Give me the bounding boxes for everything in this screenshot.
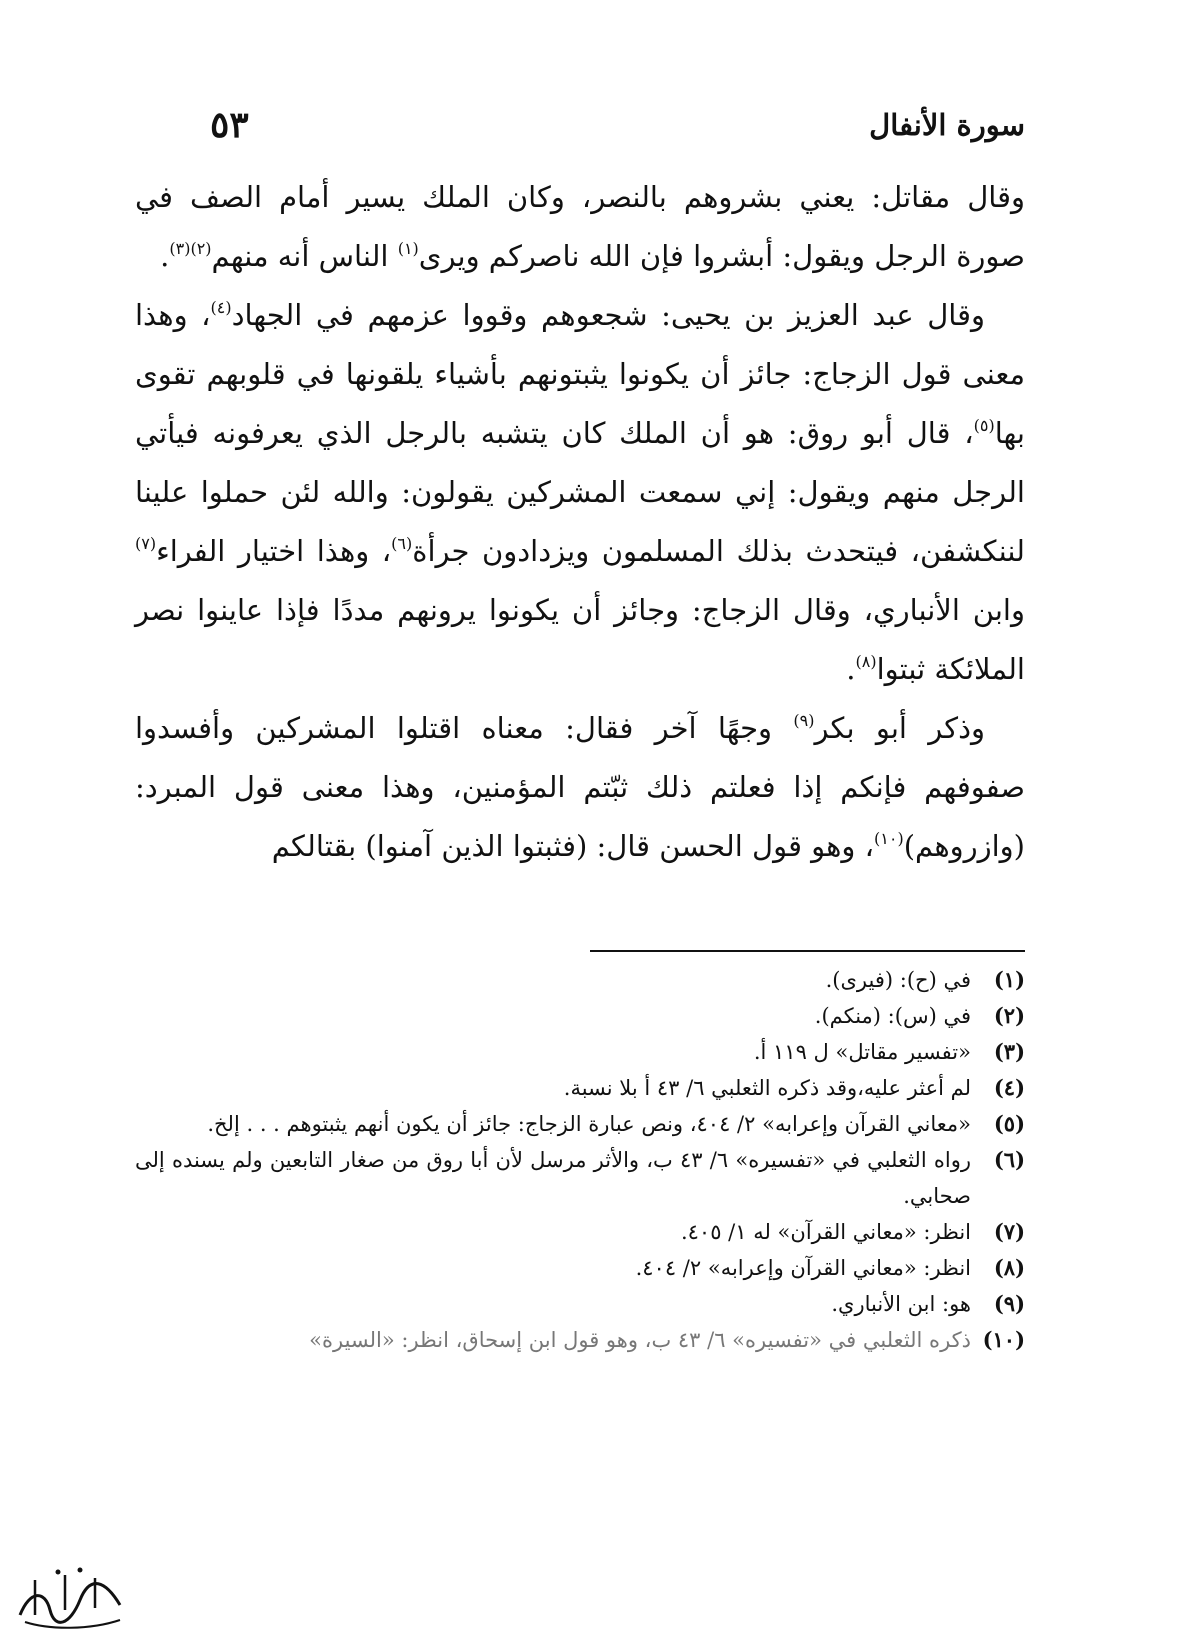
- footnote-text: في (ح): (فيرى).: [825, 968, 971, 992]
- text-run: وذكر أبو بكر: [814, 711, 985, 745]
- running-header: [210, 100, 1025, 150]
- footnote-ref: (٩): [793, 711, 815, 730]
- footnote-number: (١٠): [982, 1327, 1025, 1352]
- footnote-number: (٥): [993, 1111, 1025, 1136]
- footnote-separator: [590, 950, 1025, 952]
- footnote-number: (٢): [993, 1003, 1025, 1028]
- footnote-text: رواه الثعلبي في «تفسيره» ٦/ ٤٣ ب، والأثر مرسل لأن أبا روق من صغار التابعين ولم يسنده إلى صحابي.: [135, 1148, 971, 1208]
- text-run: وجهًا آخر فقال: معناه اقتلوا المشركين وأفسدوا صفوفهم فإنكم إذا فعلتم ذلك ثبّتم المؤمنين، وهذا معنى قول المبرد: (وازروهم): [135, 711, 1025, 863]
- main-text: [135, 168, 1025, 876]
- paragraph-2: [135, 286, 1025, 699]
- text-run: وقال مقاتل: يعني بشروهم بالنصر، وكان الملك يسير أمام الصف في صورة الرجل ويقول: أبشروا فإن الله ناصركم ويرى: [135, 180, 1025, 273]
- footnote-text: انظر: «معاني القرآن وإعرابه» ٢/ ٤٠٤.: [635, 1256, 971, 1280]
- footnote-ref: (٦): [391, 534, 413, 553]
- text-run: ، وهذا اختيار الفراء: [156, 534, 392, 568]
- footnote-number: (١): [993, 967, 1025, 992]
- footnote-text: لم أعثر عليه،وقد ذكره الثعلبي ٦/ ٤٣ أ بلا نسبة.: [563, 1076, 971, 1100]
- text-run: الناس أنه منهم: [211, 239, 398, 273]
- footnote-ref: (٤): [210, 298, 232, 317]
- text-run: وابن الأنباري، وقال الزجاج: وجائز أن يكونوا يرونهم مددًا فإذا عاينوا نصر الملائكة ثبتوا: [135, 593, 1025, 686]
- paragraph-3: [135, 699, 1025, 876]
- footnote-item: [135, 1034, 1025, 1070]
- footnote-ref: (١٠): [874, 829, 904, 848]
- footnote-number: (٣): [993, 1039, 1025, 1064]
- footnote-number: (٤): [993, 1075, 1025, 1100]
- footnote-number: (٩): [993, 1291, 1025, 1316]
- footnote-item: [135, 1106, 1025, 1142]
- footnote-item: [135, 962, 1025, 998]
- text-run: .: [846, 652, 856, 686]
- footnote-number: (٦): [993, 1147, 1025, 1172]
- footnote-text: انظر: «معاني القرآن» له ١/ ٤٠٥.: [680, 1220, 971, 1244]
- text-run: ، قال أبو روق: هو أن الملك كان يتشبه بالرجل الذي يعرفونه فيأتي الرجل منهم ويقول: إني سمعت المشركين يقولون: والله لئن حملوا علينا لننكشفن، فيتحدث بذلك المسلمون ويزدادون جرأة: [135, 416, 1025, 568]
- footnote-text: في (س): (منكم).: [814, 1004, 971, 1028]
- text-run: .: [160, 239, 170, 273]
- page-number: ٥٣: [210, 104, 249, 146]
- text-run: ، وهو قول الحسن قال: (فثبتوا الذين آمنوا) بقتالكم: [271, 829, 875, 863]
- calligraphy-logo-icon: [10, 1560, 130, 1635]
- footnote-ref: (٢)(٣): [169, 239, 212, 258]
- footnote-number: (٧): [993, 1219, 1025, 1244]
- footnote-item: [135, 1250, 1025, 1286]
- paragraph-1: [135, 168, 1025, 286]
- footnote-text: «معاني القرآن وإعرابه» ٢/ ٤٠٤، ونص عبارة الزجاج: جائز أن يكون أنهم يثبتوهم . . . إلخ.: [207, 1112, 971, 1136]
- text-run: وقال عبد العزيز بن يحيى: شجعوهم وقووا عزمهم في الجهاد: [231, 298, 985, 332]
- footnote-text: هو: ابن الأنباري.: [831, 1292, 971, 1316]
- footnote-item: [135, 1214, 1025, 1250]
- footnote-item: [135, 998, 1025, 1034]
- text-run: ، وهذا معنى قول الزجاج: جائز أن يكونوا يثبتونهم بأشياء يلقونها في قلوبهم تقوى بها: [135, 298, 1025, 450]
- footnote-item: [135, 1142, 1025, 1214]
- footnote-ref: (٥): [973, 416, 995, 435]
- footnote-ref: (١): [397, 239, 419, 258]
- footnote-item: [135, 1070, 1025, 1106]
- surah-title: سورة الأنفال: [869, 108, 1025, 142]
- footnote-ref: (٨): [855, 652, 877, 671]
- footnote-text: ذكره الثعلبي في «تفسيره» ٦/ ٤٣ ب، وهو قول ابن إسحاق، انظر: «السيرة»: [309, 1328, 971, 1352]
- footnotes: [135, 962, 1025, 1358]
- footnote-item: [135, 1322, 1025, 1358]
- footnote-number: (٨): [993, 1255, 1025, 1280]
- footnote-text: «تفسير مقاتل» ل ١١٩ أ.: [753, 1040, 971, 1064]
- footnote-ref: (٧): [135, 534, 157, 553]
- footnote-item: [135, 1286, 1025, 1322]
